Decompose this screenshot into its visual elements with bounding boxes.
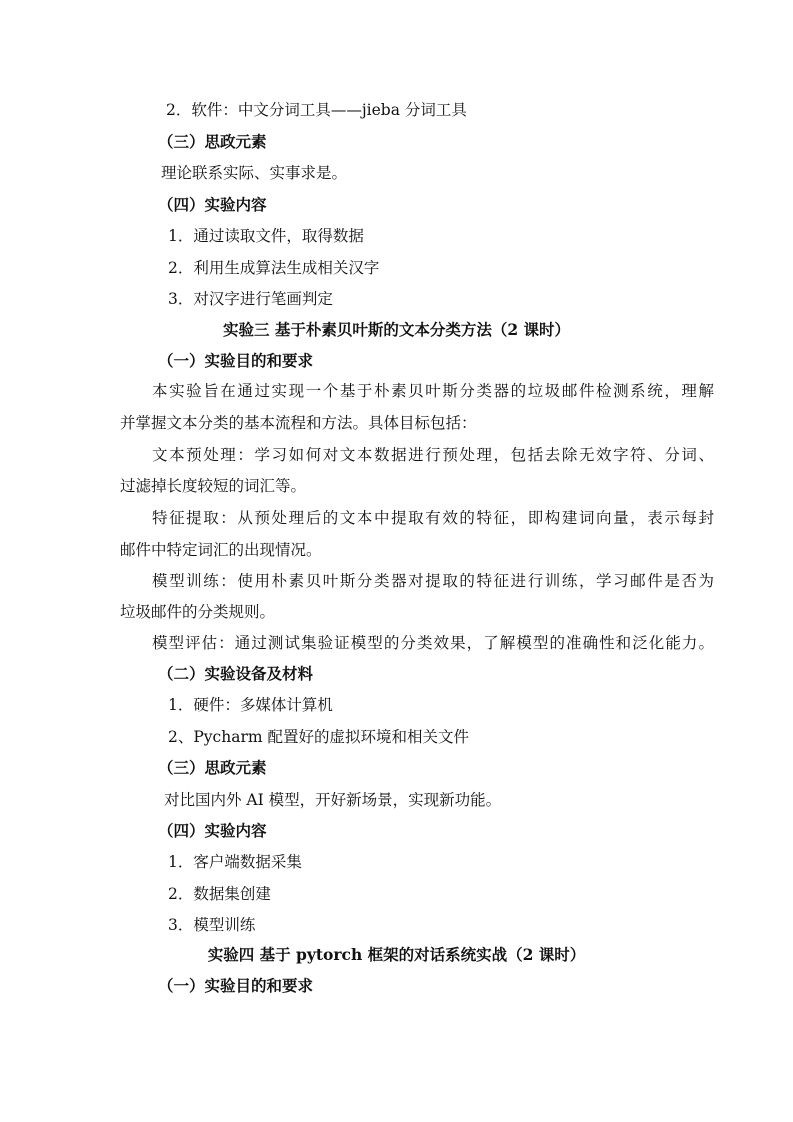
ideology-text: 理论联系实际、实事求是。 [161, 164, 348, 182]
intro-paragraph-line: 并掌握文本分类的基本流程和方法。具体目标包括： [120, 414, 477, 432]
equipment-item: 2、Pycharm 配置好的虚拟环境和相关文件 [168, 728, 469, 746]
experiment4-title: 实验四 基于 pytorch 框架的对话系统实战（2 课时） [207, 945, 586, 964]
content-item: 2．利用生成算法生成相关汉字 [168, 259, 380, 277]
feature-paragraph-line: 特征提取：从预处理后的文本中提取有效的特征，即构建词向量，表示每封 [152, 509, 714, 527]
feature-paragraph-line: 邮件中特定词汇的出现情况。 [120, 541, 322, 559]
equipment-item: 1．硬件：多媒体计算机 [168, 696, 333, 714]
content-heading: （四）实验内容 [158, 195, 267, 214]
content-item: 1．客户端数据采集 [168, 853, 302, 871]
content-item: 2．数据集创建 [168, 885, 271, 903]
preprocess-paragraph-line: 过滤掉长度较短的词汇等。 [120, 477, 307, 495]
software-item: 2．软件：中文分词工具——jieba 分词工具 [166, 101, 467, 119]
equipment-heading: （二）实验设备及材料 [158, 664, 314, 683]
train-paragraph-line: 垃圾邮件的分类规则。 [120, 603, 276, 621]
content-item: 3．模型训练 [168, 916, 256, 934]
content-item: 1．通过读取文件，取得数据 [168, 227, 364, 245]
experiment3-title: 实验三 基于朴素贝叶斯的文本分类方法（2 课时） [222, 320, 571, 339]
ideology-heading: （三）思政元素 [158, 758, 267, 777]
content-heading: （四）实验内容 [158, 821, 267, 840]
content-item: 3．对汉字进行笔画判定 [168, 290, 333, 308]
intro-paragraph-line: 本实验旨在通过实现一个基于朴素贝叶斯分类器的垃圾邮件检测系统，理解 [152, 382, 714, 400]
goal-heading: （一）实验目的和要求 [158, 351, 314, 370]
preprocess-paragraph-line: 文本预处理：学习如何对文本数据进行预处理，包括去除无效字符、分词、 [152, 446, 714, 464]
ideology-heading: （三）思政元素 [158, 132, 267, 151]
eval-paragraph-line: 模型评估：通过测试集验证模型的分类效果，了解模型的准确性和泛化能力。 [152, 634, 714, 652]
ideology-text: 对比国内外 AI 模型，开好新场景，实现新功能。 [164, 791, 502, 809]
train-paragraph-line: 模型训练：使用朴素贝叶斯分类器对提取的特征进行训练，学习邮件是否为 [152, 572, 714, 590]
goal-heading: （一）实验目的和要求 [158, 976, 314, 995]
